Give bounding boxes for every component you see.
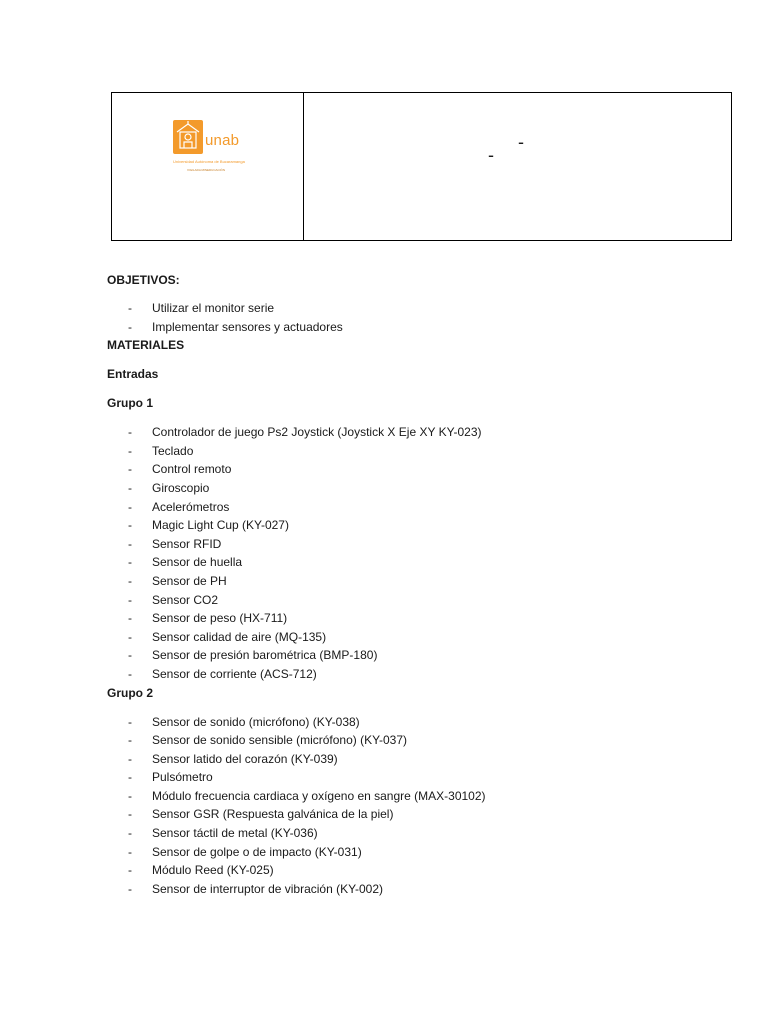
grupo2-list — [107, 713, 727, 899]
list-item: - Magic Light Cup (KY-027) — [107, 516, 727, 535]
title-mark: - — [518, 132, 524, 152]
logo-university-name: Universidad Autónoma de Bucaramanga — [173, 159, 245, 164]
list-item: - Sensor calidad de aire (MQ-135) — [107, 628, 727, 647]
title-mark: - — [488, 145, 494, 165]
objetivos-list — [107, 299, 727, 336]
list-item: - Módulo Reed (KY-025) — [107, 861, 727, 880]
list-item: - Sensor de PH — [107, 572, 727, 591]
list-item: - Sensor de golpe o de impacto (KY-031) — [107, 843, 727, 862]
materiales-heading: MATERIALES — [107, 338, 185, 353]
list-item: - Sensor GSR (Respuesta galvánica de la piel) — [107, 805, 727, 824]
logo-wordmark: unab — [205, 132, 240, 149]
unab-logo — [173, 120, 253, 180]
list-item: - Sensor de sonido (micrófono) (KY-038) — [107, 713, 727, 732]
list-item: - Módulo frecuencia cardiaca y oxígeno en sangre (MAX-30102) — [107, 787, 727, 806]
list-item: - Sensor de sonido sensible (micrófono) (KY-037) — [107, 731, 727, 750]
list-item: - Implementar sensores y actuadores — [107, 318, 727, 337]
list-item: - Sensor RFID — [107, 535, 727, 554]
list-item: - Sensor latido del corazón (KY-039) — [107, 750, 727, 769]
list-item: - Giroscopio — [107, 479, 727, 498]
list-item: - Pulsómetro — [107, 768, 727, 787]
logo-tagline: VIGILADA MINEDUCACIÓN — [187, 168, 226, 172]
objetivos-heading: OBJETIVOS: — [107, 273, 180, 287]
logo-cell — [112, 93, 304, 240]
list-item: - Sensor CO2 — [107, 591, 727, 610]
building-icon — [173, 120, 203, 154]
list-item: - Sensor de interruptor de vibración (KY-002) — [107, 880, 727, 899]
grupo2-heading: Grupo 2 — [107, 685, 154, 700]
list-item: - Sensor de huella — [107, 553, 727, 572]
grupo1-list — [107, 423, 727, 683]
list-item: - Sensor de corriente (ACS-712) — [107, 665, 727, 684]
header-table — [111, 92, 732, 241]
grupo1-heading: Grupo 1 — [107, 396, 154, 411]
document-body — [107, 271, 727, 898]
list-item: - Utilizar el monitor serie — [107, 299, 727, 318]
list-item: - Sensor de presión barométrica (BMP-180) — [107, 646, 727, 665]
list-item: - Sensor de peso (HX-711) — [107, 609, 727, 628]
list-item: - Teclado — [107, 442, 727, 461]
list-item: - Sensor táctil de metal (KY-036) — [107, 824, 727, 843]
entradas-heading: Entradas — [107, 367, 159, 382]
list-item: - Controlador de juego Ps2 Joystick (Joystick X Eje XY KY-023) — [107, 423, 727, 442]
list-item: - Acelerómetros — [107, 498, 727, 517]
title-cell — [304, 93, 731, 240]
list-item: - Control remoto — [107, 460, 727, 479]
